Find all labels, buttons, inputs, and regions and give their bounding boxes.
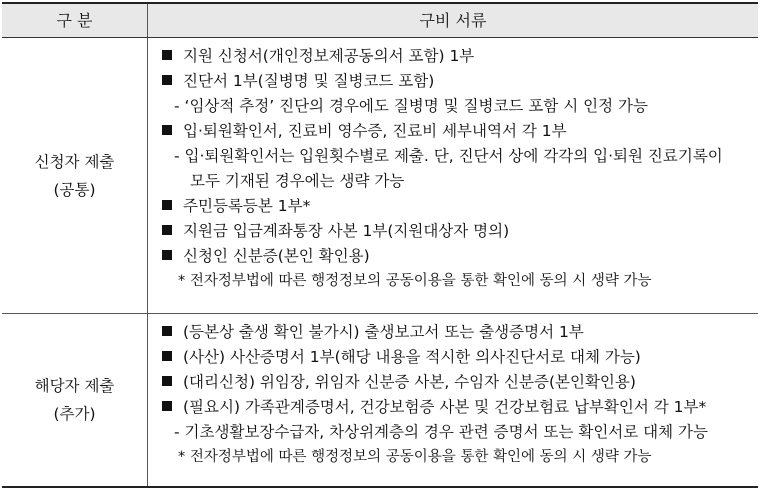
list-item: (대리신청) 위임장, 위임자 신분증 사본, 수임자 신분증(본인확인용) xyxy=(162,370,752,395)
list-item: 주민등록등본 1부* xyxy=(162,194,752,219)
common-category-line2: (공통) xyxy=(53,180,96,199)
list-item: 입·퇴원확인서, 진료비 영수증, 진료비 세부내역서 각 1부 xyxy=(162,119,752,144)
footnote: * 전자정부법에 따른 행정정보의 공동이용을 통한 확인에 동의 시 생략 가능 xyxy=(178,273,652,289)
list-item: 지원 신청서(개인정보제공동의서 포함) 1부 xyxy=(162,44,752,69)
common-row xyxy=(2,38,758,314)
list-item: (필요시) 가족관계증명서, 건강보험증 사본 및 건강보험료 납부확인서 각 1부* xyxy=(162,395,752,420)
list-item: 지원금 입금계좌통장 사본 1부(지원대상자 명의) xyxy=(162,219,752,244)
table-header xyxy=(2,4,758,38)
documents-table xyxy=(2,2,758,488)
additional-category-line1: 해당자 제출 xyxy=(34,377,115,395)
common-category-line1: 신청자 제출 xyxy=(34,152,115,171)
header-documents: 구비 서류 xyxy=(419,11,487,30)
square-bullet-icon xyxy=(162,225,172,235)
common-documents xyxy=(162,44,752,294)
footnote: * 전자정부법에 따른 행정정보의 공동이용을 통한 확인에 동의 시 생략 가능 xyxy=(178,449,652,465)
additional-documents xyxy=(162,320,752,470)
square-bullet-icon xyxy=(162,125,172,135)
square-bullet-icon xyxy=(162,75,172,85)
list-subitem: - 기초생활보장수급자, 차상위계층의 경우 관련 증명서 또는 확인서로 대체 가능 xyxy=(174,423,709,441)
list-item: 진단서 1부(질병명 및 질병코드 포함) xyxy=(162,69,752,94)
square-bullet-icon xyxy=(162,351,172,361)
list-subitem: - ‘임상적 추정’ 진단의 경우에도 질병명 및 질병코드 포함 시 인정 가능 xyxy=(174,97,648,115)
square-bullet-icon xyxy=(162,200,172,210)
square-bullet-icon xyxy=(162,326,172,336)
list-item: (등본상 출생 확인 불가시) 출생보고서 또는 출생증명서 1부 xyxy=(162,320,752,345)
list-subitem-continued: 모두 기재된 경우에는 생략 가능 xyxy=(190,172,405,190)
square-bullet-icon xyxy=(162,50,172,60)
header-category: 구 분 xyxy=(2,4,148,37)
square-bullet-icon xyxy=(162,401,172,411)
list-subitem: - 입·퇴원확인서는 입원횟수별로 제출. 단, 진단서 상에 각각의 입·퇴원 진료기록이 xyxy=(174,147,723,165)
additional-row xyxy=(2,314,758,486)
common-category xyxy=(2,38,148,313)
square-bullet-icon xyxy=(162,376,172,386)
list-item: 신청인 신분증(본인 확인용) xyxy=(162,244,752,269)
square-bullet-icon xyxy=(162,250,172,260)
additional-category xyxy=(2,314,148,486)
additional-category-line2: (추가) xyxy=(53,405,96,423)
list-item: (사산) 사산증명서 1부(해당 내용을 적시한 의사진단서로 대체 가능) xyxy=(162,345,752,370)
